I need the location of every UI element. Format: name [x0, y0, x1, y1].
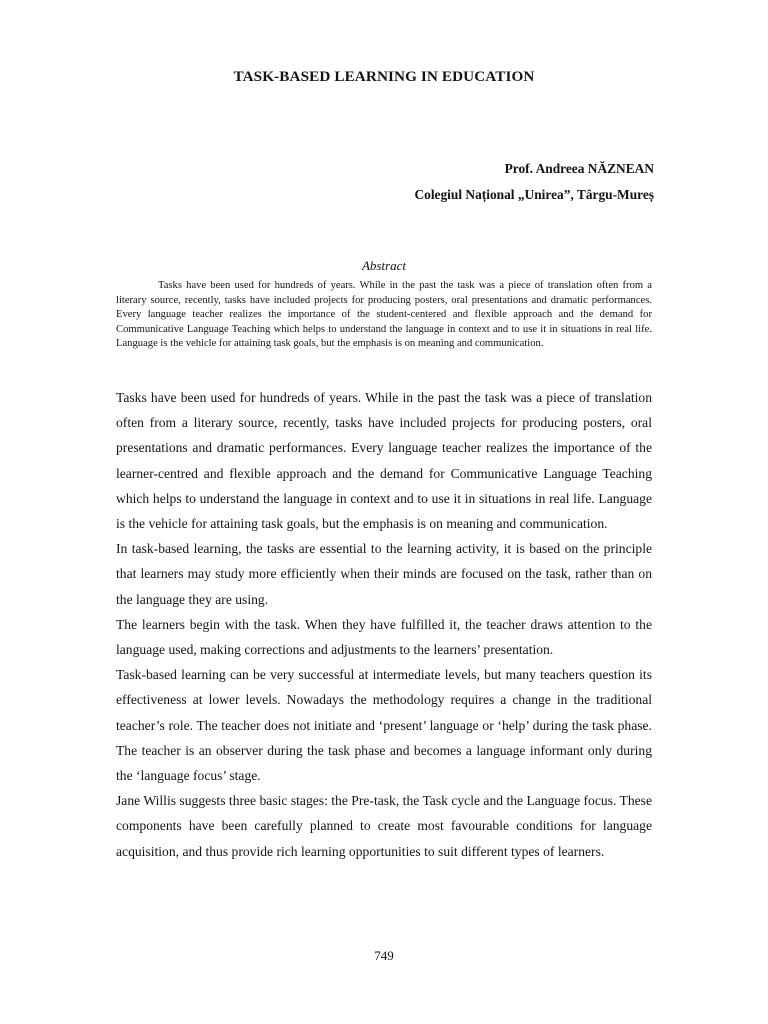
paper-title: TASK-BASED LEARNING IN EDUCATION: [233, 68, 535, 85]
abstract-heading: Abstract: [361, 258, 407, 273]
page-number: 749: [374, 948, 394, 963]
body-paragraph: Jane Willis suggests three basic stages: the Pre-task, the Task cycle and the Language focus. These components have been carefully planned to create most favourable conditions for language acquisition, and thus provide rich learning opportunities to suit different types of learners.: [116, 793, 652, 859]
abstract-text: Tasks have been used for hundreds of years. While in the past the task was a piece of translation often from a literary source, recently, tasks have included projects for producing posters, oral presentations and dramatic performances. Every language teacher realizes the importance of the student-centered and flexible approach and the demand for Communicative Language Teaching which helps to understand the language in context and to use it in situations in real life. Language is the vehicle for attaining task goals, but the emphasis is on meaning and communication.: [116, 280, 652, 350]
author-name: Prof. Andreea NĂZNEAN: [504, 161, 654, 176]
body-paragraph: Tasks have been used for hundreds of years. While in the past the task was a piece of translation often from a literary source, recently, tasks have included projects for producing posters, oral presentations and dramatic performances. Every language teacher realizes the importance of the learner-centred and flexible approach and the demand for Communicative Language Teaching which helps to understand the language in context and to use it in situations in real life. Language is the vehicle for attaining task goals, but the emphasis is on meaning and communication.: [116, 390, 652, 532]
author-block: [414, 156, 654, 208]
body-paragraph: Task-based learning can be very successful at intermediate levels, but many teachers question its effectiveness at lower levels. Nowadays the methodology requires a change in the traditional teacher’s role. The teacher does not initiate and ‘present’ language or ‘help’ during the task phase. The teacher is an observer during the task phase and becomes a language informant only during the ‘language focus’ stage.: [116, 667, 652, 784]
author-affiliation: Colegiul Național „Unirea”, Târgu-Mureș: [414, 187, 654, 202]
body-paragraph: The learners begin with the task. When they have fulfilled it, the teacher draws attention to the language used, making corrections and adjustments to the learners’ presentation.: [116, 616, 652, 658]
body-text: [116, 385, 652, 864]
body-paragraph: In task-based learning, the tasks are essential to the learning activity, it is based on the principle that learners may study more efficiently when their minds are focused on the task, rather than on the language they are using.: [116, 541, 652, 607]
